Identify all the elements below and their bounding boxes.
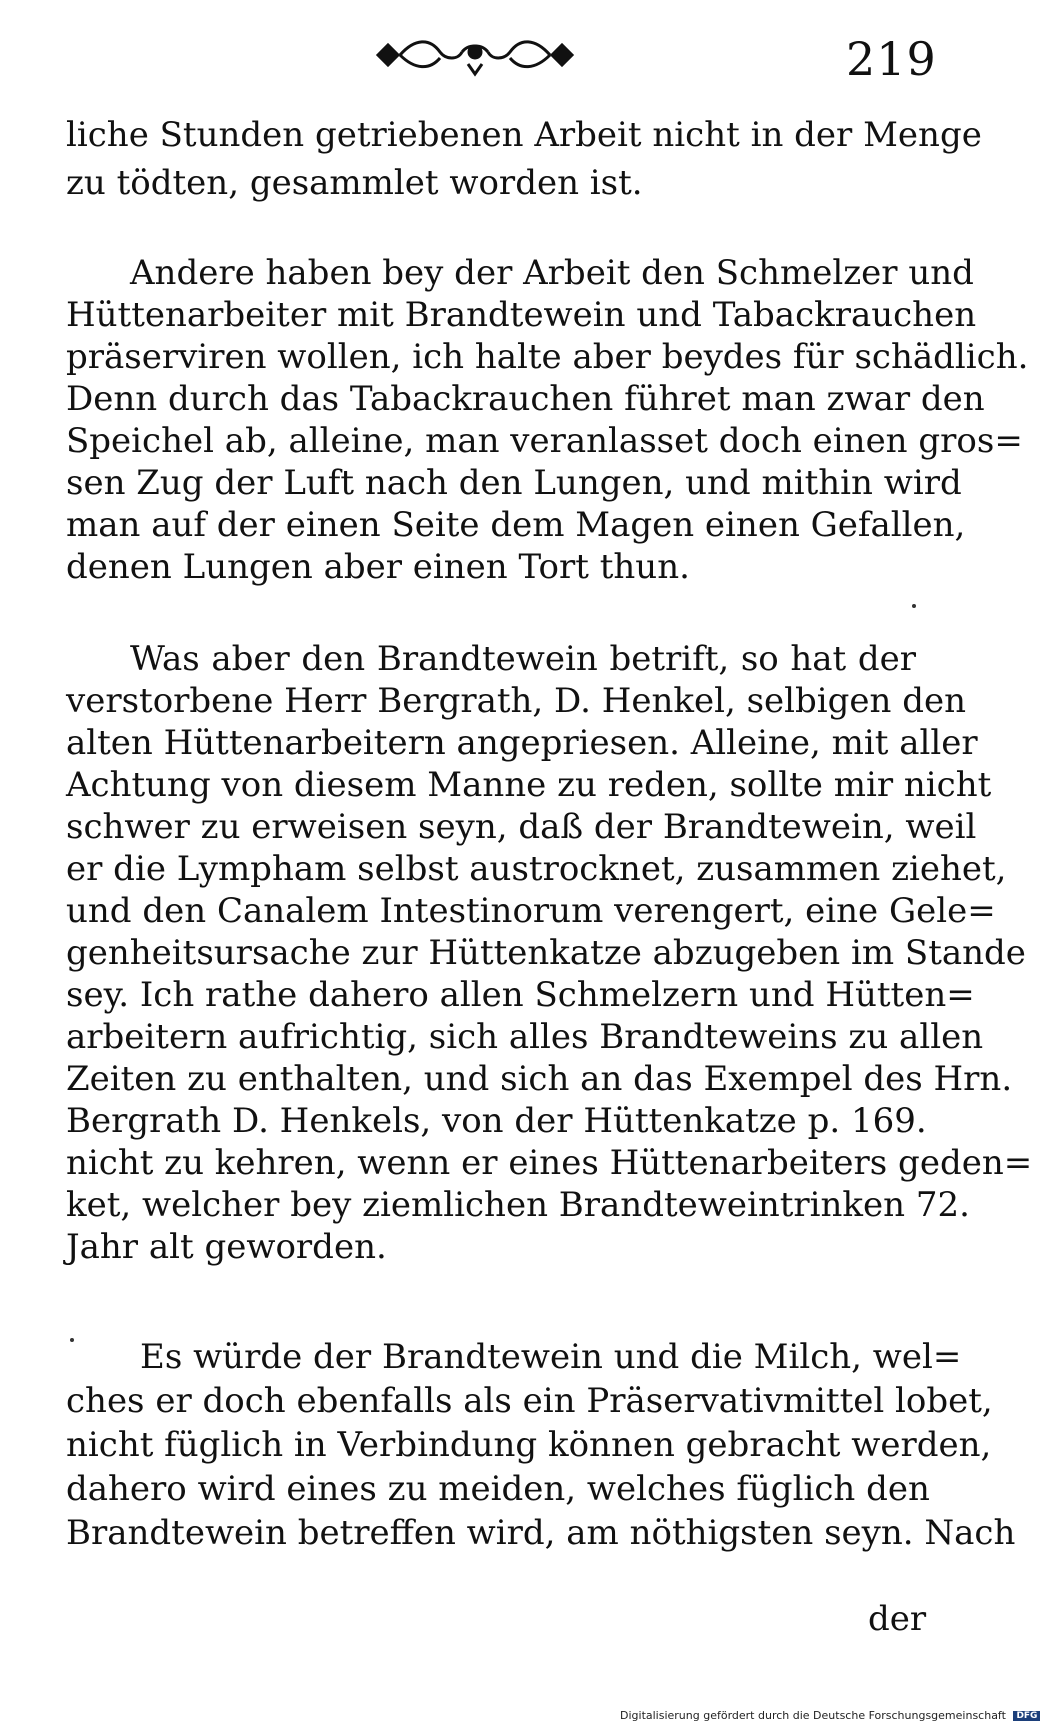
text-line: verstorbene Herr Bergrath, D. Henkel, selbigen den: [66, 681, 967, 721]
dfg-logo: DFG: [1013, 1711, 1040, 1721]
text-line: zu tödten, gesammlet worden ist.: [66, 163, 643, 203]
text-line: nicht füglich in Verbindung können gebracht werden,: [66, 1425, 992, 1465]
text-line: Es würde der Brandtewein und die Milch, wel=: [140, 1337, 962, 1377]
text-line: genheitsursache zur Hüttenkatze abzugeben im Stande: [66, 933, 1026, 973]
text-line: Denn durch das Tabackrauchen führet man zwar den: [66, 379, 985, 419]
footer-credit: Digitalisierung gefördert durch die Deutsche Forschungsgemeinschaft: [620, 1709, 1006, 1722]
text-line: arbeitern aufrichtig, sich alles Brandteweins zu allen: [66, 1017, 984, 1057]
text-line: präserviren wollen, ich halte aber beydes für schädlich.: [66, 337, 1029, 377]
text-line: ches er doch ebenfalls als ein Präservativmittel lobet,: [66, 1381, 993, 1421]
text-line: schwer zu erweisen seyn, daß der Brandtewein, weil: [66, 807, 977, 847]
text-line: Achtung von diesem Manne zu reden, sollte mir nicht: [66, 765, 992, 805]
text-line: alten Hüttenarbeitern angepriesen. Alleine, mit aller: [66, 723, 978, 763]
text-line: nicht zu kehren, wenn er eines Hüttenarbeiters geden=: [66, 1143, 1033, 1183]
text-line: Bergrath D. Henkels, von der Hüttenkatze p. 169.: [66, 1101, 927, 1141]
text-line: sey. Ich rathe dahero allen Schmelzern und Hütten=: [66, 975, 975, 1015]
digitization-footer: [620, 1709, 1040, 1722]
page-number: 219: [846, 32, 937, 86]
text-line: ket, welcher bey ziemlichen Brandteweintrinken 72.: [66, 1185, 970, 1225]
text-line: liche Stunden getriebenen Arbeit nicht in der Menge: [66, 115, 982, 155]
catchword: der: [868, 1599, 927, 1639]
text-line: Brandtewein betreffen wird, am nöthigsten seyn. Nach: [66, 1513, 1016, 1553]
print-speck: [912, 604, 916, 608]
text-line: Andere haben bey der Arbeit den Schmelzer und: [130, 253, 974, 293]
text-line: sen Zug der Luft nach den Lungen, und mithin wird: [66, 463, 962, 503]
text-line: und den Canalem Intestinorum verengert, eine Gele=: [66, 891, 996, 931]
ornament-icon: [370, 30, 580, 80]
text-line: Was aber den Brandtewein betrift, so hat der: [130, 639, 916, 679]
text-line: Jahr alt geworden.: [66, 1227, 387, 1267]
text-line: man auf der einen Seite dem Magen einen Gefallen,: [66, 505, 966, 545]
text-line: er die Lympham selbst austrocknet, zusammen ziehet,: [66, 849, 1007, 889]
text-line: denen Lungen aber einen Tort thun.: [66, 547, 690, 587]
text-line: Hüttenarbeiter mit Brandtewein und Tabackrauchen: [66, 295, 977, 335]
print-speck: [70, 1338, 74, 1342]
text-line: dahero wird eines zu meiden, welches füglich den: [66, 1469, 930, 1509]
text-line: Zeiten zu enthalten, und sich an das Exempel des Hrn.: [66, 1059, 1013, 1099]
text-line: Speichel ab, alleine, man veranlasset doch einen gros=: [66, 421, 1023, 461]
